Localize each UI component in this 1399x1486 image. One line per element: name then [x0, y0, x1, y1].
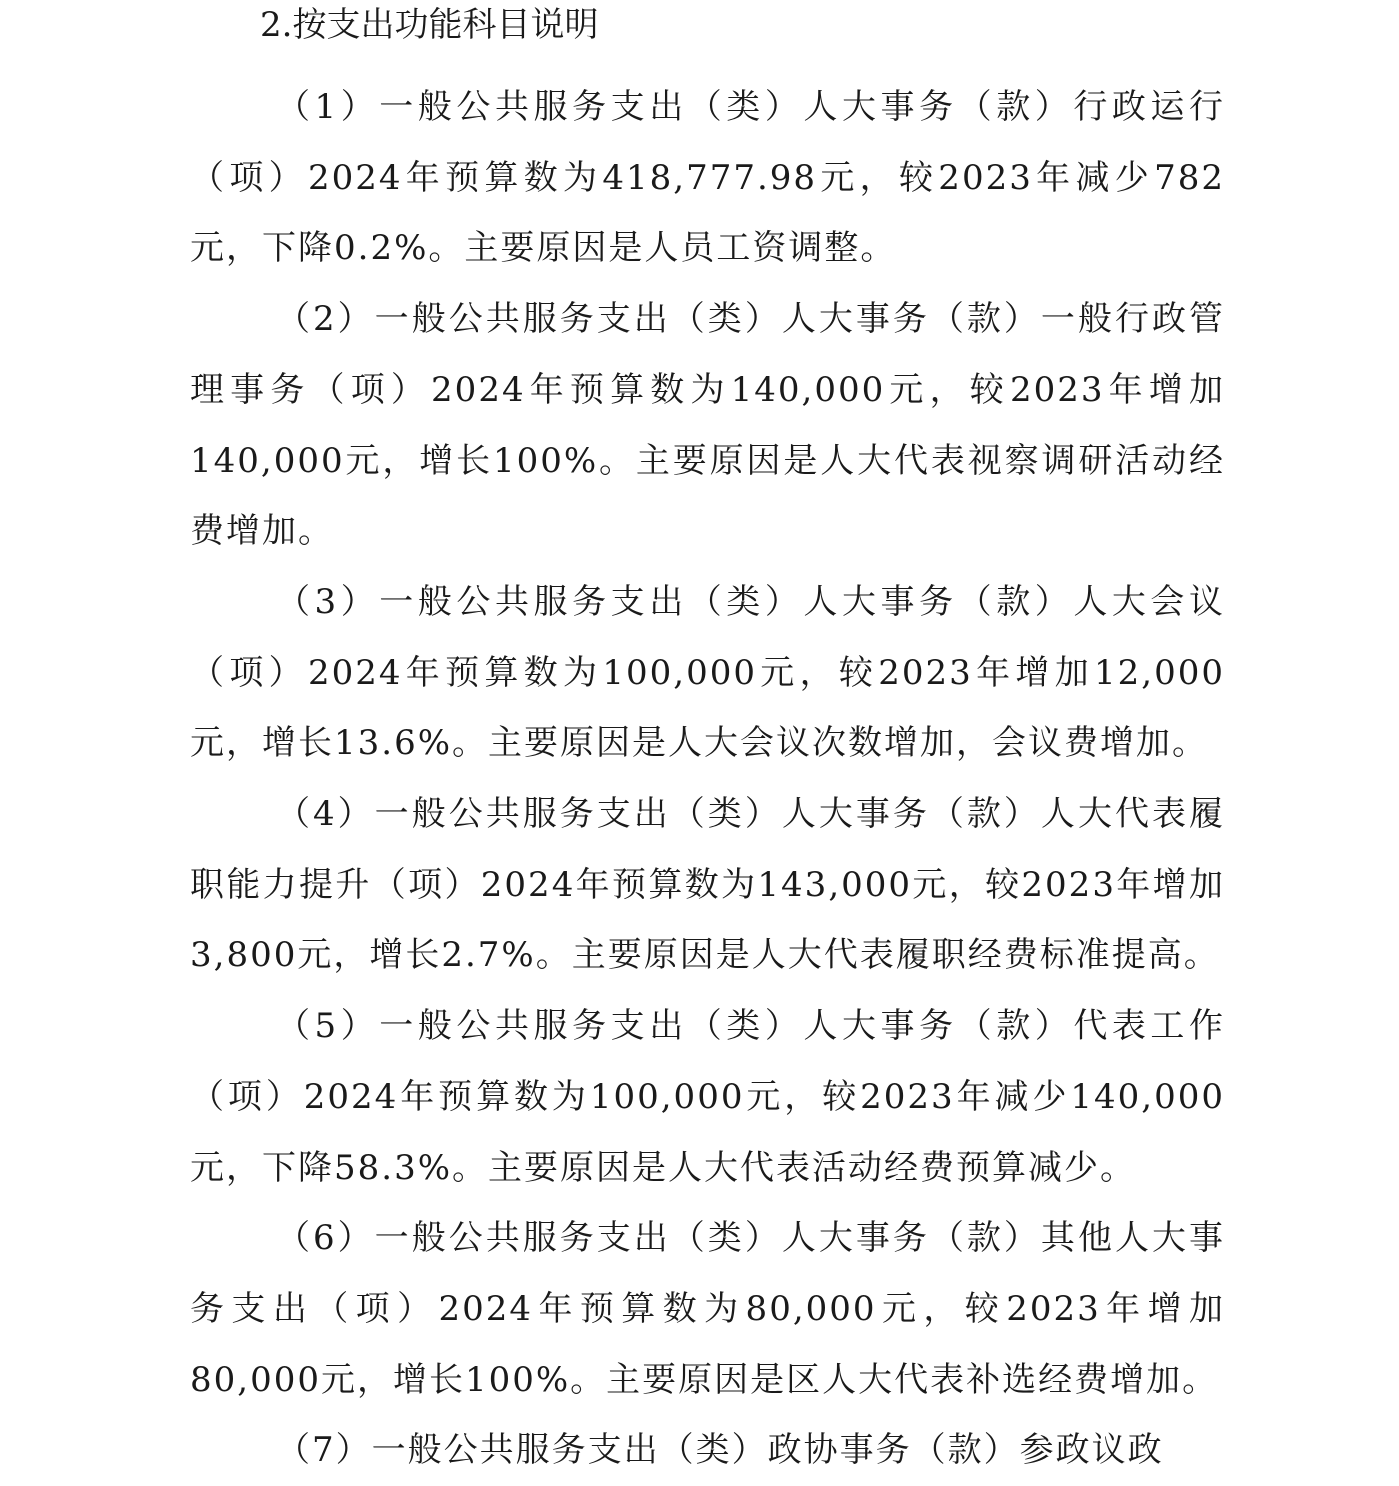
- paragraph-item-1: （1）一般公共服务支出（类）人大事务（款）行政运行（项）2024年预算数为418,777.98元，较2023年减少782元，下降0.2%。主要原因是人员工资调整。: [190, 87, 1225, 269]
- paragraph-item-4: （4）一般公共服务支出（类）人大事务（款）人大代表履职能力提升（项）2024年预算数为143,000元，较2023年增加3,800元，增长2.7%。主要原因是人大代表履职经费标准提高。: [190, 794, 1225, 976]
- paragraph-item-2: （2）一般公共服务支出（类）人大事务（款）一般行政管理事务（项）2024年预算数为140,000元，较2023年增加140,000元，增长100%。主要原因是人大代表视察调研活动经费增加。: [190, 299, 1225, 552]
- section-heading: 2.按支出功能科目说明: [260, 5, 599, 45]
- document-page: [190, 0, 1225, 1486]
- paragraph-item-7: （7）一般公共服务支出（类）政协事务（款）参政议政: [276, 1430, 1164, 1471]
- paragraph-item-5: （5）一般公共服务支出（类）人大事务（款）代表工作（项）2024年预算数为100,000元，较2023年减少140,000元，下降58.3%。主要原因是人大代表活动经费预算减少。: [190, 1006, 1225, 1188]
- paragraph-item-6: （6）一般公共服务支出（类）人大事务（款）其他人大事务支出（项）2024年预算数为80,000元，较2023年增加80,000元，增长100%。主要原因是区人大代表补选经费增加。: [190, 1218, 1225, 1400]
- paragraph-item-3: （3）一般公共服务支出（类）人大事务（款）人大会议（项）2024年预算数为100,000元，较2023年增加12,000元，增长13.6%。主要原因是人大会议次数增加，会议费增加。: [190, 581, 1225, 764]
